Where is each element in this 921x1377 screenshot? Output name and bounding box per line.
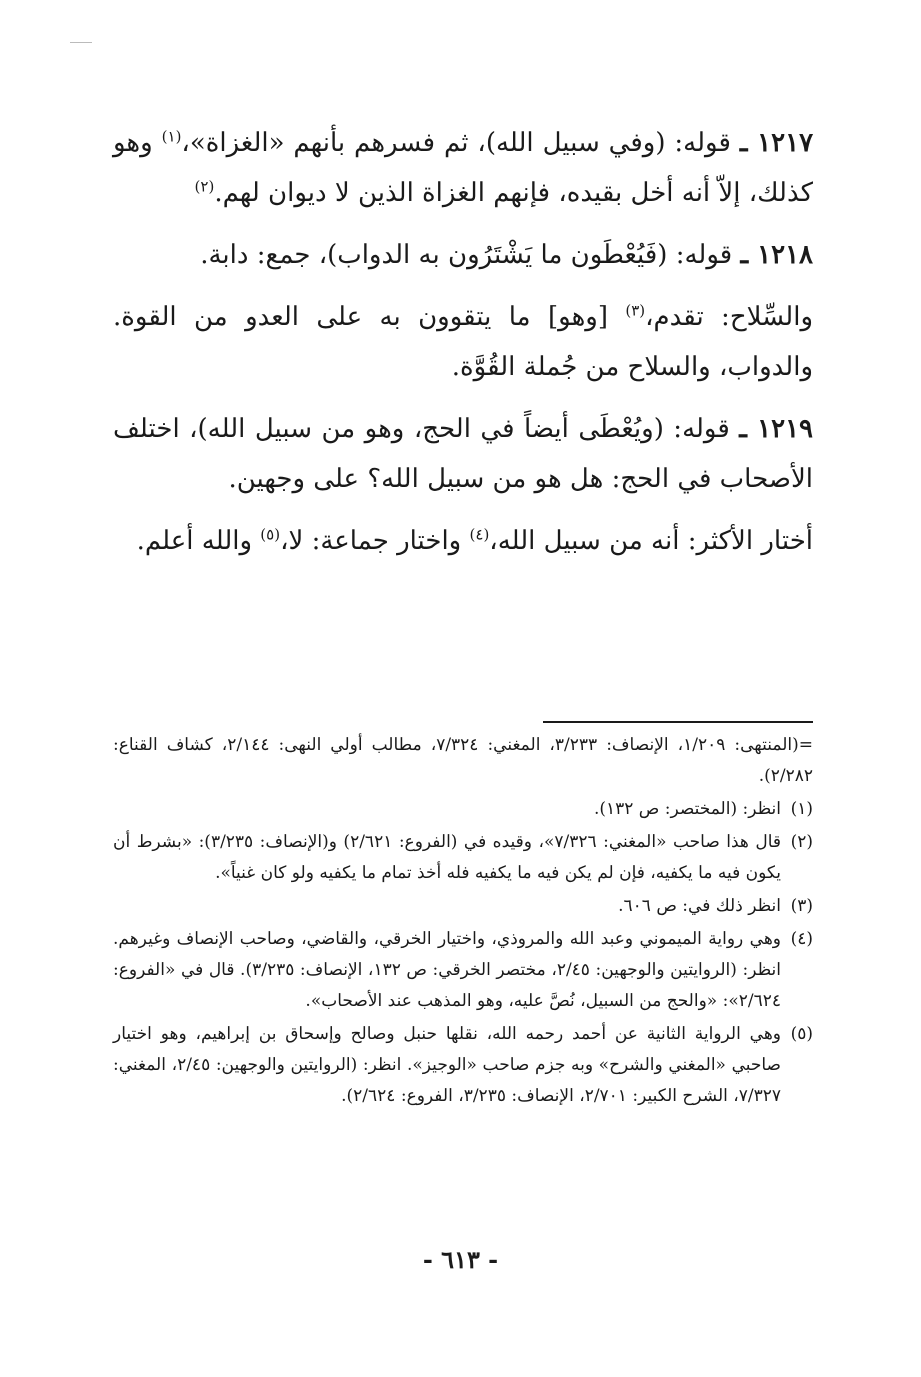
footnote-5 [113,1019,813,1112]
paragraph-1219 [113,404,813,504]
footnote-ref[interactable]: (٥) [260,525,281,544]
footnote-3 [113,891,813,922]
paragraph-number: ١٢١٩ ـ [739,414,814,444]
paragraph-text: قوله: (وفي سبيل الله)، ثم فسرهم بأنهم «الغزاة»، [181,128,731,158]
footnote-text: وهي الرواية الثانية عن أحمد رحمه الله، نقلها حنبل وصالح وإسحاق بن إبراهيم، وهو اختيار صاحبي «المغني والشرح» وبه جزم صاحب «الوجيز». انظر: (الروايتين والوجهين: ٢/٤٥، المغني: ٧/٣٢٧، الشرح الكبير: ٢/٧٠١، الإنصاف: ٣/٢٣٥، الفروع: ٢/٦٢٤). [113,1024,781,1106]
scan-mark [70,42,92,43]
footnote-continuation: =(المنتهى: ١/٢٠٩، الإنصاف: ٣/٢٣٣، المغني: ٧/٣٢٤، مطالب أولي النهى: ٢/١٤٤، كشاف القناع: ٢/٢٨٢). [113,735,813,786]
footnotes [113,730,813,1114]
footnote-ref[interactable]: (٢) [194,177,215,196]
paragraph-number: ١٢١٨ ـ [740,240,813,270]
paragraph-text: [وهو] ما يتقوون به على العدو من القوة. والدواب، والسلاح من جُملة القُوَّة. [113,302,813,382]
paragraph-text: واختار جماعة: لا، [280,526,462,556]
footnote-separator [543,721,813,723]
footnote-label: (٥) [790,1024,813,1044]
footnote-2 [113,827,813,889]
paragraph-conclusion [113,516,813,566]
paragraph-1218 [113,230,813,280]
footnote-text: وهي رواية الميموني وعبد الله والمروذي، واختيار الخرقي، والقاضي، وصاحب الإنصاف وغيرهم. انظر: (الروايتين والوجهين: ٢/٤٥، مختصر الخرقي: ص ١٣٢، الإنصاف: ٣/٢٣٥). قال في «الفروع: ٢/٦٢٤»: «والحج من السبيل، نُصَّ عليه، وهو المذهب عند الأصحاب». [113,929,781,1011]
footnote-label: (٤) [790,929,813,949]
footnote-text: انظر: (المختصر: ص ١٣٢). [593,799,781,819]
footnote-text: انظر ذلك في: ص ٦٠٦. [618,896,781,916]
main-text [113,118,813,566]
footnote-ref[interactable]: (٣) [625,301,646,320]
paragraph-text: أختار الأكثر: أنه من سبيل الله، [489,526,813,556]
paragraph-number: ١٢١٧ ـ [739,128,814,158]
paragraph-1217 [113,118,813,218]
paragraph-text: وهو كذلك، إلاّ أنه أخل بقيده، فإنهم الغزاة الذين لا ديوان لهم. [113,128,813,208]
paragraph-weapons [113,292,813,392]
page-number: - ٦١٣ - [422,1245,499,1274]
footnote-label: (٣) [790,896,813,916]
paragraph-text: قوله: (ويُعْطَى أيضاً في الحج، وهو من سبيل الله)، اختلف الأصحاب في الحج: هل هو من سبيل الله؟ على وجهين. [113,414,813,494]
footnote-4 [113,924,813,1017]
footnote-1 [113,794,813,825]
footnote-ref[interactable]: (٤) [469,525,490,544]
footnote-ref[interactable]: (١) [161,127,182,146]
paragraph-text: والسِّلاح: تقدم، [645,302,814,332]
footnote-label: (١) [790,799,813,819]
footnote-text: قال هذا صاحب «المغني: ٧/٣٢٦»، وقيده في (الفروع: ٢/٦٢١) و(الإنصاف: ٣/٢٣٥): «بشرط أن يكون فيه ما يكفيه، فإن لم يكن فيه ما يكفيه فله أخذ تمام ما يكفيه ولو كان غنياً». [113,832,781,883]
footnote-label: (٢) [790,832,813,852]
paragraph-text: والله أعلم. [136,526,253,556]
paragraph-text: قوله: (فَيُعْطَون ما يَشْتَرُون به الدواب)، جمع: دابة. [200,240,733,270]
